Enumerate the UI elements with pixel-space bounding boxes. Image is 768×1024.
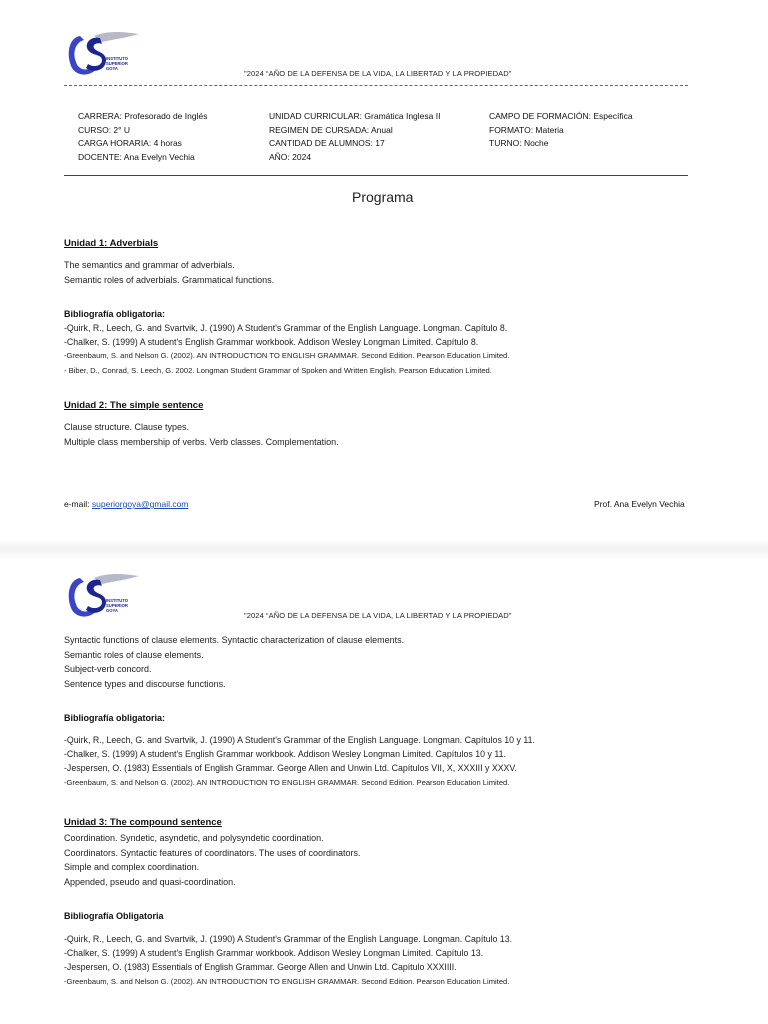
bibliography-entry: -Greenbaum, S. and Nelson G. (2002). AN INTRODUCTION TO ENGLISH GRAMMAR. Second Edition. Pearson Education Limited.	[64, 976, 510, 986]
info-column-2	[269, 110, 440, 164]
unit-1-bibliography	[64, 321, 509, 378]
shift-field: TURNO: Noche	[489, 138, 549, 148]
career-field: CARRERA: Profesorado de Inglés	[78, 111, 208, 121]
unit-1-heading: Unidad 1: Adverbials	[64, 238, 159, 249]
year-field: AÑO: 2024	[269, 151, 312, 162]
content-line: Syntactic functions of clause elements. Syntactic characterization of clause elements.	[64, 635, 405, 645]
email-label: e-mail:	[64, 499, 90, 509]
bibliography-entry: -Greenbaum, S. and Nelson G. (2002). AN INTRODUCTION TO ENGLISH GRAMMAR. Second Edition. Pearson Education Limited.	[64, 777, 510, 787]
svg-text:GOYA: GOYA	[106, 66, 118, 71]
training-field: CAMPO DE FORMACIÓN: Específica	[489, 111, 633, 121]
unit-2-content	[64, 420, 339, 449]
unit-1-bibliography-heading: Bibliografía obligatoria:	[64, 309, 166, 319]
format-field: FORMATO: Materia	[489, 124, 564, 135]
svg-text:GOYA: GOYA	[106, 608, 118, 613]
content-line: The semantics and grammar of adverbials.	[64, 260, 235, 270]
footer-email	[64, 499, 188, 509]
content-line: Coordination. Syndetic, asyndetic, and polysyndetic coordination.	[64, 833, 324, 843]
course-field: CURSO: 2° U	[78, 124, 131, 135]
unit-2-bibliography	[64, 733, 535, 790]
unit-2-heading: Unidad 2: The simple sentence	[64, 400, 204, 411]
unit-3-bibliography	[64, 932, 512, 989]
bibliography-entry: -Chalker, S. (1999) A student's English Grammar workbook. Addison Wesley Longman Limited. Capítulo 13.	[64, 948, 484, 959]
content-line: Clause structure. Clause types.	[64, 422, 190, 432]
content-line: Appended, pseudo and quasi-coordination.	[64, 876, 236, 887]
unit-2-continued-content	[64, 633, 404, 691]
info-divider	[64, 175, 688, 176]
info-column-3	[489, 110, 633, 151]
regime-field: REGIMEN DE CURSADA: Anual	[269, 124, 393, 135]
students-field: CANTIDAD DE ALUMNOS: 17	[269, 138, 385, 148]
content-line: Coordinators. Syntactic features of coordinators. The uses of coordinators.	[64, 847, 361, 858]
bibliography-entry: - Biber, D., Conrad, S. Leech, G. 2002. Longman Student Grammar of Spoken and Written English. Pearson Education Limited.	[64, 365, 492, 375]
content-line: Semantic roles of clause elements.	[64, 649, 204, 660]
unit-3-content	[64, 831, 361, 889]
svg-text:INSTITUTO: INSTITUTO	[106, 598, 129, 603]
hours-field: CARGA HORARIA: 4 horas	[78, 138, 182, 148]
institute-logo	[64, 30, 140, 78]
content-line: Subject-verb concord.	[64, 664, 152, 675]
header-divider	[64, 85, 688, 86]
institute-logo	[64, 572, 140, 620]
header-motto: "2024 “AÑO DE LA DEFENSA DE LA VIDA, LA LIBERTAD Y LA PROPIEDAD"	[244, 69, 512, 78]
unit-3-bibliography-heading: Bibliografía Obligatoria	[64, 911, 164, 921]
bibliography-entry: -Chalker, S. (1999) A student's English Grammar workbook. Addison Wesley Longman Limited. Capítulo 8.	[64, 337, 479, 348]
email-link[interactable]: superiorgoya@gmail.com	[91, 499, 189, 509]
page-break	[0, 540, 768, 560]
unit-3-heading: Unidad 3: The compound sentence	[64, 817, 222, 828]
content-line: Multiple class membership of verbs. Verb classes. Complementation.	[64, 436, 339, 447]
bibliography-entry: -Jespersen, O. (1983) Essentials of English Grammar. George Allen and Unwin Ltd. Capítulo XXXIIII.	[64, 962, 457, 973]
info-column-1	[78, 110, 207, 164]
content-line: Semantic roles of adverbials. Grammatical functions.	[64, 274, 275, 285]
bibliography-entry: -Quirk, R., Leech, G. and Svartvik, J. (1990) A Student's Grammar of the English Language. Longman. Capítulo 8.	[64, 323, 508, 333]
svg-text:SUPERIOR: SUPERIOR	[106, 61, 128, 66]
bibliography-entry: -Quirk, R., Leech, G. and Svartvik, J. (1990) A Student's Grammar of the English Language. Longman. Capítulo 13.	[64, 934, 513, 944]
bibliography-entry: -Jespersen, O. (1983) Essentials of English Grammar. George Allen and Unwin Ltd. Capítulos VII, X, XXXIII y XXXV.	[64, 763, 517, 774]
content-line: Simple and complex coordination.	[64, 862, 200, 873]
svg-text:INSTITUTO: INSTITUTO	[106, 56, 129, 61]
curricular-unit-field: UNIDAD CURRICULAR: Gramática Inglesa II	[269, 111, 441, 121]
bibliography-entry: -Chalker, S. (1999) A student's English Grammar workbook. Addison Wesley Longman Limited. Capítulos 10 y 11.	[64, 749, 506, 760]
unit-2-bibliography-heading: Bibliografía obligatoria:	[64, 713, 166, 723]
content-line: Sentence types and discourse functions.	[64, 678, 226, 689]
bibliography-entry: -Greenbaum, S. and Nelson G. (2002). AN INTRODUCTION TO ENGLISH GRAMMAR. Second Edition. Pearson Education Limited.	[64, 351, 510, 361]
header-motto: "2024 “AÑO DE LA DEFENSA DE LA VIDA, LA LIBERTAD Y LA PROPIEDAD"	[244, 611, 512, 620]
footer-signature: Prof. Ana Evelyn Vechia	[594, 499, 685, 509]
page-title: Programa	[352, 189, 414, 205]
bibliography-entry: -Quirk, R., Leech, G. and Svartvik, J. (1990) A Student's Grammar of the English Language. Longman. Capítulos 10 y 11.	[64, 735, 535, 745]
unit-1-content	[64, 258, 274, 287]
svg-text:SUPERIOR: SUPERIOR	[106, 603, 128, 608]
teacher-field: DOCENTE: Ana Evelyn Vechia	[78, 151, 195, 162]
